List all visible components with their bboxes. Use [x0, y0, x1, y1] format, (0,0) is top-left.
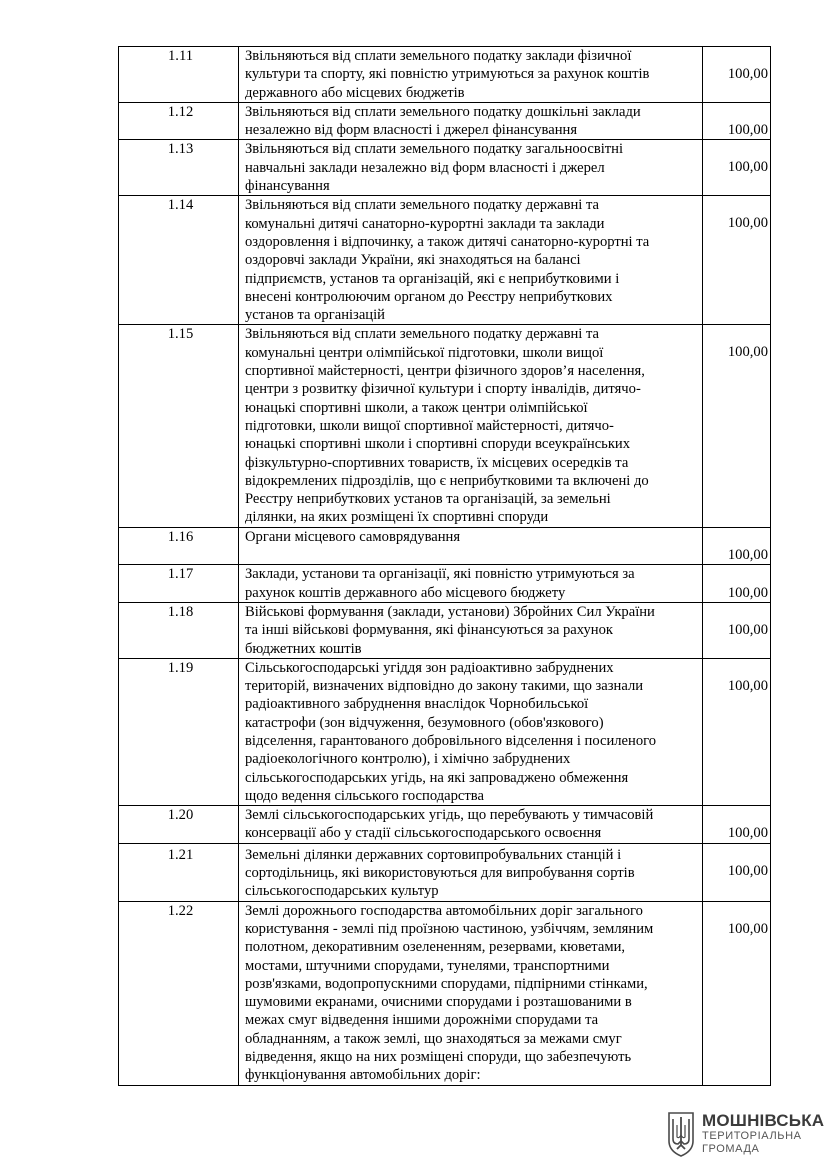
- row-description: [239, 47, 703, 103]
- table-row: [119, 602, 771, 658]
- row-description: [239, 527, 703, 565]
- description-line: Звільняються від сплати земельного податку державні та: [245, 326, 600, 343]
- row-rate: 100,00: [703, 140, 771, 196]
- description-line: Звільняються від сплати земельного податку заклади фізичної: [245, 48, 632, 64]
- description-line: оздоровлення і відпочинку, а також дитячі санаторно-курортні та: [245, 233, 650, 250]
- table-row: [119, 196, 771, 325]
- row-number: 1.18: [119, 602, 239, 658]
- trident-emblem-icon: [668, 1111, 694, 1157]
- description-line: Звільняються від сплати земельного податку загальноосвітні: [245, 141, 624, 158]
- description-line: центри з розвитку фізичної культури і спорту інвалідів, дитячо-: [245, 381, 641, 398]
- description-line: відселення, гарантованого добровільного відселення і посиленого: [245, 732, 657, 749]
- community-watermark-logo: [668, 1110, 825, 1160]
- description-line: ділянки, на яких розміщені їх спортивні споруди: [245, 509, 549, 526]
- description-line: незалежно від форм власності і джерел фінансування: [245, 122, 578, 139]
- row-number: 1.17: [119, 565, 239, 603]
- description-line: сільськогосподарських культур: [245, 883, 439, 900]
- table-row: [119, 527, 771, 565]
- table-row: [119, 901, 771, 1085]
- description-line: мостами, штучними спорудами, тунелями, транспортними: [245, 957, 610, 974]
- description-line: установ та організацій: [245, 307, 385, 324]
- row-description: [239, 901, 703, 1085]
- row-description: [239, 602, 703, 658]
- description-line: територій, визначених відповідно до закону такими, що зазнали: [245, 678, 644, 695]
- row-number: 1.22: [119, 901, 239, 1085]
- row-rate: 100,00: [703, 901, 771, 1085]
- description-line: катастрофи (зон відчуження, безумовного (обов'язкового): [245, 714, 604, 731]
- description-line: обладнанням, а також землі, що знаходяться за межами смуг: [245, 1030, 622, 1047]
- description-line: розв'язками, водопропускними спорудами, підпірними стінками,: [245, 975, 648, 992]
- description-line: відокремлених підрозділів, що є неприбутковими та включені до: [245, 472, 649, 489]
- row-number: 1.20: [119, 806, 239, 844]
- description-line: юнацькі спортивні школи, а також центри олімпійської: [245, 399, 588, 416]
- row-number: 1.19: [119, 658, 239, 805]
- description-line: фінансування: [245, 178, 330, 195]
- row-rate: 100,00: [703, 565, 771, 603]
- description-line: Земельні ділянки державних сортовипробувальних станцій і: [245, 846, 622, 863]
- description-line: консервації або у стадії сільськогосподарського освоєння: [245, 825, 602, 842]
- row-rate: 100,00: [703, 602, 771, 658]
- row-rate: 100,00: [703, 806, 771, 844]
- description-line: Реєстру неприбуткових установ та організацій, за земельні: [245, 491, 611, 508]
- table-row: [119, 843, 771, 901]
- row-number: 1.14: [119, 196, 239, 325]
- row-rate: 100,00: [703, 843, 771, 901]
- description-line: підприємств, установ та організацій, які є неприбутковими і: [245, 270, 620, 287]
- table-row: [119, 102, 771, 140]
- row-number: 1.15: [119, 325, 239, 527]
- row-description: [239, 140, 703, 196]
- description-line: щодо ведення сільського господарства: [245, 787, 484, 804]
- table-row: [119, 47, 771, 103]
- row-rate: 100,00: [703, 658, 771, 805]
- row-description: [239, 102, 703, 140]
- table-row: [119, 325, 771, 527]
- row-number: 1.16: [119, 527, 239, 565]
- row-rate: 100,00: [703, 325, 771, 527]
- row-description: [239, 806, 703, 844]
- table-row: [119, 140, 771, 196]
- description-line: Сільськогосподарські угіддя зон радіоактивно забруднених: [245, 659, 614, 676]
- description-line: Військові формування (заклади, установи) Збройних Сил України: [245, 603, 655, 620]
- description-line: сортодільниць, які використовуються для випробування сортів: [245, 865, 635, 882]
- row-rate: 100,00: [703, 102, 771, 140]
- table-row: [119, 806, 771, 844]
- row-number: 1.11: [119, 47, 239, 103]
- description-line: користування - землі під проїзною частиною, узбіччям, земляним: [245, 920, 654, 937]
- table-row: [119, 565, 771, 603]
- row-description: [239, 196, 703, 325]
- description-line: оздоровчі заклади України, які знаходяться на балансі: [245, 252, 581, 269]
- watermark-title: МОШНІВСЬКА: [702, 1111, 825, 1130]
- description-line: полотном, декоративним озелененням, резервами, кюветами,: [245, 939, 626, 956]
- description-line: комунальні дитячі санаторно-курортні заклади та заклади: [245, 215, 605, 232]
- description-line: шумовими екранами, очисними спорудами і розташованими в: [245, 994, 632, 1011]
- row-rate: 100,00: [703, 527, 771, 565]
- watermark-subtitle: ТЕРИТОРІАЛЬНА: [702, 1130, 802, 1142]
- row-description: [239, 658, 703, 805]
- description-line: радіоактивного забруднення внаслідок Чорнобильської: [245, 696, 589, 713]
- description-line: сільськогосподарських угідь, на які запроваджено обмеження: [245, 769, 629, 786]
- row-rate: 100,00: [703, 47, 771, 103]
- row-number: 1.12: [119, 102, 239, 140]
- table-row: [119, 658, 771, 805]
- row-number: 1.13: [119, 140, 239, 196]
- description-line: Органи місцевого самоврядування: [245, 528, 461, 545]
- description-line: рахунок коштів державного або місцевого бюджету: [245, 584, 566, 601]
- description-line: Заклади, установи та організації, які повністю утримуються за: [245, 566, 635, 583]
- description-line: Землі сільськогосподарських угідь, що перебувають у тимчасовій: [245, 807, 654, 824]
- description-line: комунальні центри олімпійської підготовки, школи вищої: [245, 344, 604, 361]
- description-line: юнацькі спортивні школи і спортивні споруди всеукраїнських: [245, 436, 631, 453]
- watermark-subtitle: ГРОМАДА: [702, 1143, 760, 1155]
- description-line: функціонування автомобільних доріг:: [245, 1067, 481, 1084]
- description-line: бюджетних коштів: [245, 640, 362, 657]
- description-line: [245, 546, 700, 564]
- row-description: [239, 843, 703, 901]
- description-line: підготовки, школи вищої спортивної майстерності, дитячо-: [245, 417, 614, 434]
- row-number: 1.21: [119, 843, 239, 901]
- description-line: навчальні заклади незалежно від форм власності і джерел: [245, 159, 605, 176]
- description-line: державного або місцевих бюджетів: [245, 84, 465, 101]
- description-line: Звільняються від сплати земельного податку державні та: [245, 197, 600, 214]
- description-line: Землі дорожнього господарства автомобільних доріг загального: [245, 902, 643, 919]
- description-line: Звільняються від сплати земельного податку дошкільні заклади: [245, 103, 641, 120]
- description-line: радіоекологічного контролю), і хімічно забруднених: [245, 751, 571, 768]
- row-rate: 100,00: [703, 196, 771, 325]
- row-description: [239, 325, 703, 527]
- description-line: внесені контролюючим органом до Реєстру неприбуткових: [245, 288, 613, 305]
- description-line: культури та спорту, які повністю утримуються за рахунок коштів: [245, 66, 650, 83]
- description-line: межах смуг відведення іншими дорожніми спорудами та: [245, 1012, 599, 1029]
- description-line: спортивної майстерності, центри фізичного здоров’я населення,: [245, 363, 645, 380]
- description-line: фізкультурно-спортивних товариств, їх місцевих осередків та: [245, 454, 629, 471]
- tax-exemption-table: [118, 46, 771, 1086]
- row-description: [239, 565, 703, 603]
- description-line: та інші військові формування, які фінансуються за рахунок: [245, 622, 613, 639]
- description-line: відведення, якщо на них розміщені споруди, що забезпечують: [245, 1049, 632, 1066]
